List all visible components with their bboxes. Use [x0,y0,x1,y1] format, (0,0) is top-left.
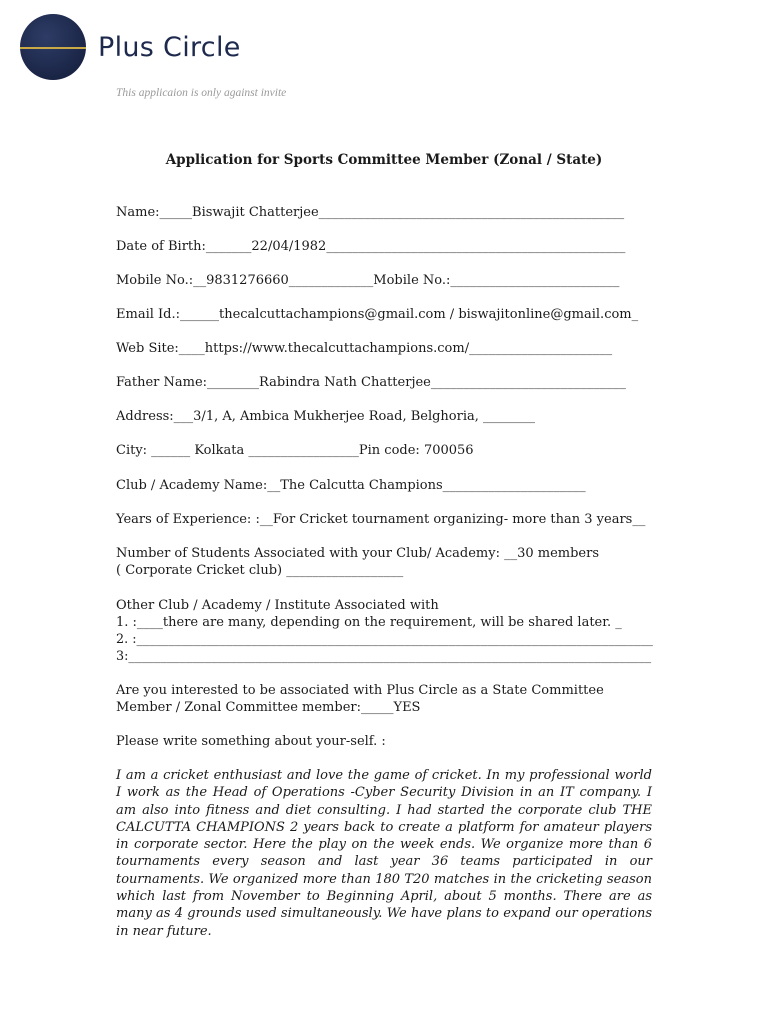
field-other-3: 3:__________________________________________________________________________________ [116,649,652,664]
brand-name: Plus Circle [98,31,241,63]
field-mobile: Mobile No.:__9831276660_____________Mobile No.:__________________________ [116,273,620,288]
field-city: City: ______ Kolkata _________________Pin code: 700056 [116,443,474,458]
field-address: Address:___3/1, A, Ambica Mukherjee Road, Belghoria, ________ [116,409,536,424]
field-email: Email Id.:______thecalcuttachampions@gmail.com / biswajitonline@gmail.com_ [116,307,639,322]
field-website: Web Site:____https://www.thecalcuttachampions.com/______________________ [116,341,613,356]
field-other-2: 2. :_________________________________________________________________________________ [116,632,653,647]
field-club: Club / Academy Name:__The Calcutta Champions______________________ [116,478,586,493]
field-other-1: 1. :____there are many, depending on the requirement, will be shared later. _ [116,615,622,630]
field-name: Name:_____Biswajit Chatterjee_______________________________________________ [116,205,625,220]
field-dob: Date of Birth:_______22/04/1982______________________________________________ [116,239,626,254]
field-experience: Years of Experience: :__For Cricket tournament organizing- more than 3 years__ [116,512,646,527]
field-students-line1: Number of Students Associated with your Club/ Academy: __30 members [116,546,599,561]
field-students-line2: ( Corporate Cricket club) __________________ [116,563,404,578]
field-about-prompt: Please write something about your-self. : [116,734,386,749]
about-text: I am a cricket enthusiast and love the game of cricket. In my professional world I work as the Head of Operations -Cyber Security Division in an IT company. I am also into fitness and diet consulting. I had started the corporate club THE CALCUTTA CHAMPIONS 2 years back to create a platform for amateur players in corporate sector. Here the play on the week ends. We organize more than 6 tournaments every season and last year 36 teams participated in our tournaments. We organized more than 180 T20 matches in the cricketing season which last from November to Beginning April, about 5 months. There are as many as 4 grounds used simultaneously. We have plans to expand our operations in near future. [116,768,652,939]
field-interest-line2: Member / Zonal Committee member:_____YES [116,700,421,715]
field-interest-line1: Are you interested to be associated with Plus Circle as a State Committee [116,683,604,698]
field-other-heading: Other Club / Academy / Institute Associated with [116,598,439,613]
field-father-name: Father Name:________Rabindra Nath Chatterjee______________________________ [116,375,626,390]
form-title: Application for Sports Committee Member (Zonal / State) [165,152,603,168]
brand-logo [20,14,241,80]
tagline: This applicaion is only against invite [116,87,287,99]
logo-circle-icon [20,14,86,80]
